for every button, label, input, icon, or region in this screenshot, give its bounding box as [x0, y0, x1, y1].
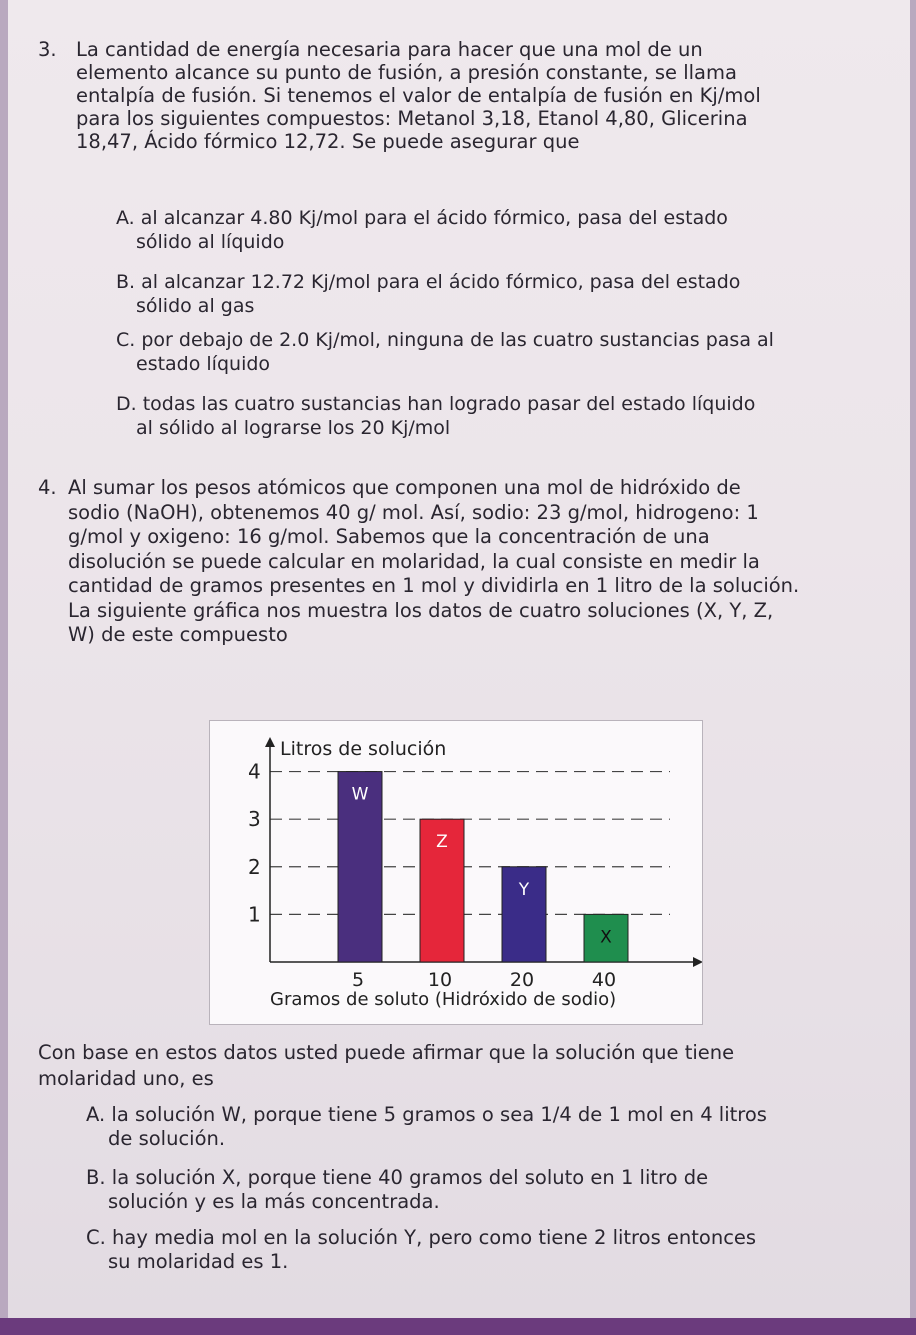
q3-stem-line: elemento alcance su punto de fusión, a presión constante, se llama [76, 61, 737, 84]
option-letter: D. [116, 393, 137, 415]
option-text: estado líquido [136, 353, 271, 375]
option-letter: B. [116, 271, 136, 293]
question-4-stem [68, 476, 888, 648]
question-3-stem [76, 38, 888, 153]
x-tick-label: 10 [427, 969, 453, 991]
option-text: por debajo de 2.0 Kj/mol, ninguna de las cuatro sustancias pasa al [141, 329, 774, 351]
x-tick-label: 40 [591, 969, 617, 991]
q4-stem-line: W) de este compuesto [68, 623, 288, 646]
question-4-number: 4. [38, 476, 57, 499]
q4-option-b[interactable] [86, 1166, 708, 1214]
option-text: al sólido al lograrse los 20 Kj/mol [136, 417, 451, 439]
x-tick-label: 5 [351, 969, 365, 991]
y-axis-arrow [265, 737, 275, 747]
option-letter: A. [116, 207, 135, 229]
q4-stem-line: disolución se puede calcular en molaridad, la cual consiste en medir la [68, 549, 760, 573]
q3-option-d[interactable] [116, 392, 755, 440]
y-tick-label: 4 [248, 759, 261, 784]
x-tick-label: 20 [509, 969, 535, 991]
y-tick-label: 1 [248, 902, 261, 927]
q3-option-c[interactable] [116, 328, 774, 376]
q4-stem-line: La siguiente gráfica nos muestra los datos de cuatro soluciones (X, Y, Z, [68, 598, 774, 622]
background-strip [0, 1318, 916, 1335]
question-3-number: 3. [38, 38, 57, 61]
y-tick-label: 2 [248, 854, 261, 879]
q4-stem-line: cantidad de gramos presentes en 1 mol y dividirla en 1 litro de la solución. [68, 574, 800, 597]
q3-stem-line: entalpía de fusión. Si tenemos el valor de entalpía de fusión en Kj/mol [76, 84, 761, 107]
option-text: todas las cuatro sustancias han logrado pasar del estado líquido [142, 393, 756, 415]
option-text: sólido al gas [136, 295, 255, 317]
q4-prompt-line: Con base en estos datos usted puede afirmar que la solución que tiene [38, 1041, 735, 1064]
q4-stem-line: sodio (NaOH), obtenemos 40 g/ mol. Así, sodio: 23 g/mol, hidrogeno: 1 [68, 500, 759, 524]
q3-stem-line: para los siguientes compuestos: Metanol 3,18, Etanol 4,80, Glicerina [76, 107, 748, 130]
x-axis-label: Gramos de soluto (Hidróxido de sodio) [270, 989, 617, 1010]
q4-stem-line: g/mol y oxigeno: 16 g/mol. Sabemos que la concentración de una [68, 525, 710, 548]
q3-option-b[interactable] [116, 270, 740, 318]
option-letter: C. [116, 329, 136, 351]
y-axis-label: Litros de solución [280, 738, 447, 760]
option-letter: A. [86, 1103, 106, 1126]
x-axis-arrow [693, 957, 702, 967]
option-letter: C. [86, 1226, 106, 1249]
q4-option-c[interactable] [86, 1226, 756, 1274]
q4-option-a[interactable] [86, 1103, 767, 1151]
q3-stem-line: 18,47, Ácido fórmico 12,72. Se puede asegurar que [76, 130, 580, 153]
bar-label: W [351, 784, 369, 805]
chart-svg [210, 721, 702, 1024]
option-text: la solución W, porque tiene 5 gramos o sea 1/4 de 1 mol en 4 litros [111, 1103, 767, 1126]
q3-stem-line: La cantidad de energía necesaria para hacer que una mol de un [76, 38, 703, 61]
y-tick-label: 3 [248, 807, 261, 832]
option-text: la solución X, porque tiene 40 gramos del soluto en 1 litro de [111, 1166, 709, 1189]
option-text: hay media mol en la solución Y, pero como tiene 2 litros entonces [112, 1226, 757, 1249]
q4-prompt [38, 1040, 898, 1092]
q4-prompt-line: molaridad uno, es [38, 1067, 214, 1090]
bar-chart [209, 720, 703, 1025]
option-text: al alcanzar 12.72 Kj/mol para el ácido fórmico, pasa del estado [141, 271, 741, 293]
worksheet-page [8, 0, 910, 1318]
q4-stem-line: Al sumar los pesos atómicos que componen una mol de hidróxido de [68, 476, 741, 499]
option-text: sólido al líquido [136, 231, 285, 253]
bar-label: X [600, 927, 612, 948]
bar-label: Z [436, 832, 448, 853]
option-text: al alcanzar 4.80 Kj/mol para el ácido fórmico, pasa del estado [140, 207, 728, 229]
bar-label: Y [518, 879, 530, 900]
option-text: su molaridad es 1. [108, 1250, 289, 1273]
option-letter: B. [86, 1166, 106, 1189]
option-text: solución y es la más concentrada. [108, 1190, 440, 1213]
q3-option-a[interactable] [116, 206, 728, 254]
option-text: de solución. [108, 1127, 226, 1150]
